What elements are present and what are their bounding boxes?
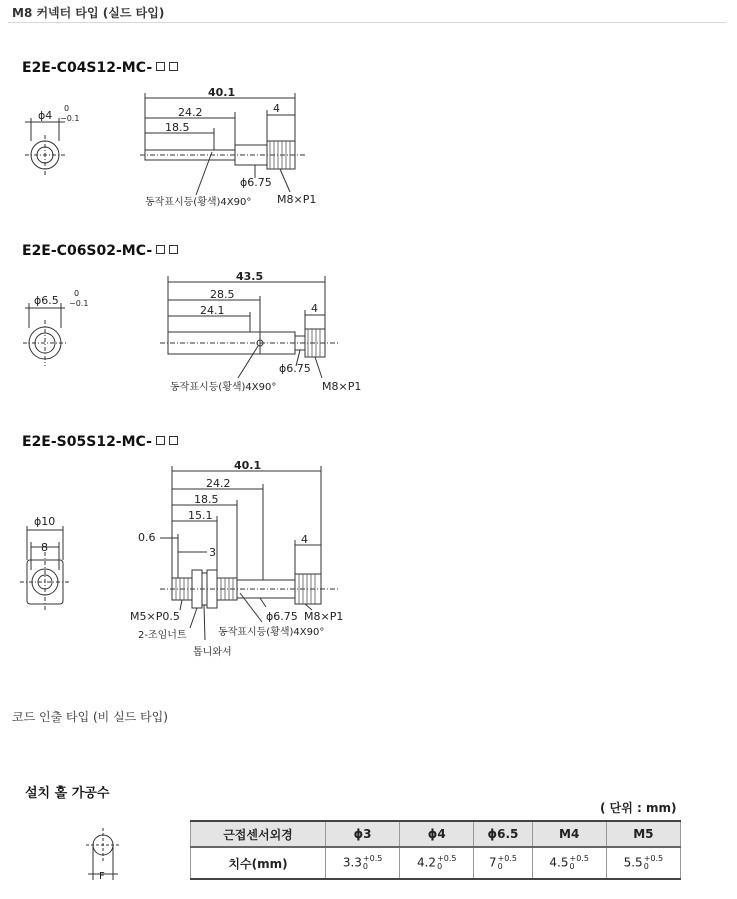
placeholder-box [169,245,178,254]
length-short: 24.1 [200,304,225,317]
install-table [190,820,681,880]
table-header-row [191,821,681,847]
column-header: ϕ6.5 [474,821,532,847]
section-title: M8 커넥터 타입 (실드 타입) [12,6,165,20]
value-upper: +0.5 [569,854,589,863]
thread-label: M8×P1 [322,380,362,393]
thread-label: M8×P1 [304,610,344,623]
value-upper: +0.5 [497,854,517,863]
value-upper: +0.5 [437,854,457,863]
hole-diagram [80,818,130,882]
table-header-label: 근접센서외경 [191,821,326,847]
length-total: 43.5 [236,270,264,283]
placeholder-box [156,62,165,71]
connector-diameter: ϕ6.75 [240,176,272,189]
connector-diameter: ϕ6.75 [266,610,298,623]
nut-label: 2-조임너트 [138,630,187,641]
connector-diameter: ϕ6.75 [279,362,311,375]
tolerance-lower: −0.1 [60,114,80,123]
drawing-1 [0,80,737,215]
placeholder-box [156,436,165,445]
column-header: ϕ3 [326,821,400,847]
drawing-3 [0,458,737,690]
front-thread-label: M5×P0.5 [130,610,180,623]
indicator-label: 동작표시등(황색)4X90° [170,382,277,393]
placeholder-box [156,245,165,254]
length-total: 40.1 [208,86,236,99]
column-header: M4 [532,821,606,847]
value-base: 4.5 [549,855,569,870]
thread-label: M8×P1 [277,193,317,206]
length-d: 0.6 [138,531,156,544]
value-upper: +0.5 [362,854,383,863]
divider [8,22,726,23]
value-lower: 0 [437,862,443,871]
length-c: 15.1 [188,509,213,522]
diameter-label: ϕ4 [38,109,53,122]
tolerance-upper: 0 [64,104,70,113]
length-total: 40.1 [234,459,262,472]
value-cell [532,847,606,879]
unit-label: ( 단위 : mm) [600,801,677,815]
length-connector: 4 [311,302,318,315]
value-cell [474,847,532,879]
sensor-body-rear [237,580,295,598]
outer-diameter-label: ϕ10 [34,515,56,528]
washer-label: 톱니와셔 [193,647,232,658]
indicator-label: 동작표시등(황색)4X90° [218,627,325,638]
value-lower: 0 [569,862,575,871]
value-lower: 0 [643,862,649,871]
flat-width-label: 8 [41,541,48,554]
column-header: M5 [606,821,680,847]
value-cell [606,847,680,879]
model-name: E2E-C04S12-MC- [22,60,153,76]
length-short: 18.5 [165,121,190,134]
value-lower: 0 [362,862,368,871]
value-base: 7 [488,855,497,870]
value-lower: 0 [497,862,503,871]
length-a: 24.2 [206,477,231,490]
length-mid: 28.5 [210,288,235,301]
tolerance-upper: 0 [74,289,80,298]
model-title-2 [22,243,178,259]
length-mid: 24.2 [178,106,203,119]
model-name: E2E-S05S12-MC- [22,434,152,450]
diameter-label: ϕ6.5 [34,294,59,307]
length-connector: 4 [273,102,280,115]
placeholder-box [169,436,178,445]
row-label: 치수(mm) [191,847,326,879]
model-name: E2E-C06S02-MC- [22,243,153,259]
install-title: 설치 홀 가공수 [25,786,110,801]
length-e: 3 [209,546,216,559]
model-title-1 [22,60,178,76]
tolerance-lower: −0.1 [69,299,89,308]
length-connector: 4 [301,533,308,546]
value-cell [326,847,400,879]
value-base: 3.3 [342,855,362,870]
value-base: 5.5 [623,855,643,870]
value-base: 4.2 [416,855,437,870]
value-cell [400,847,474,879]
model-title-3 [22,434,178,450]
drawing-2 [0,268,737,398]
table-row [191,847,681,879]
hole-label: F [99,871,105,882]
column-header: ϕ4 [400,821,474,847]
indicator-label: 동작표시등(황색)4X90° [145,197,252,208]
cord-section-title: 코드 인출 타입 (비 실드 타입) [12,710,168,724]
length-b: 18.5 [194,493,219,506]
value-upper: +0.5 [643,854,664,863]
placeholder-box [169,62,178,71]
